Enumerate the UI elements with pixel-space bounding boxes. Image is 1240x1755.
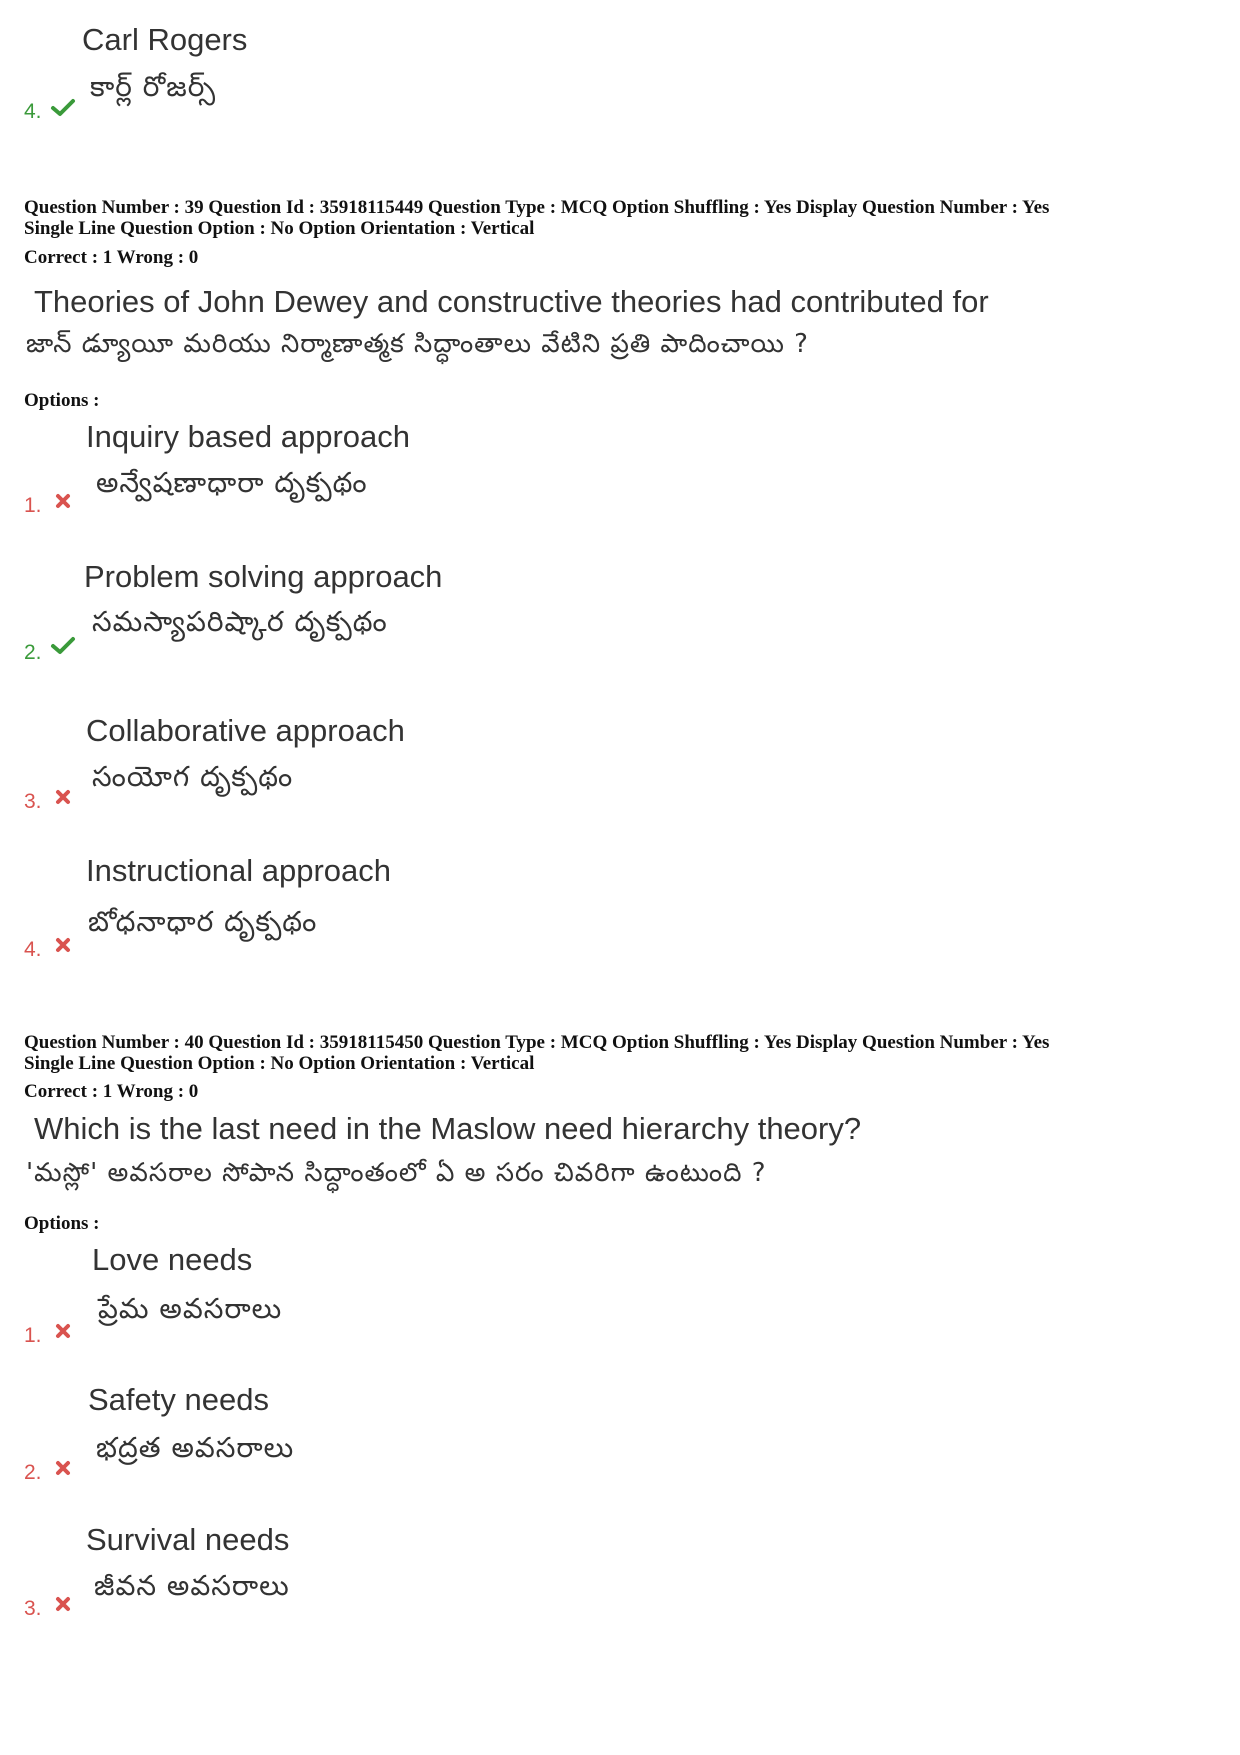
question-meta-line2: Single Line Question Option : No Option Orientation : Vertical — [24, 218, 535, 239]
cross-icon — [55, 1323, 71, 1339]
cross-icon — [55, 493, 71, 509]
option-1-number: 1. — [24, 494, 42, 517]
option-1-text-te: అన్వేషణాధారా దృక్పథం — [96, 466, 368, 499]
cross-icon — [55, 1596, 71, 1612]
option-3-number: 3. — [24, 1597, 42, 1620]
option-2-text-te: సమస్యాపరిష్కార దృక్పథం — [92, 605, 388, 638]
options-label: Options : — [24, 1213, 100, 1234]
option-2-text-en: Problem solving approach — [84, 559, 443, 594]
options-label: Options : — [24, 390, 100, 411]
option-4-text-en: Instructional approach — [86, 853, 392, 888]
prev-option-4-number: 4. — [24, 100, 42, 123]
question-marks: Correct : 1 Wrong : 0 — [24, 247, 199, 268]
prev-option-4-text-te: కార్ల్ రోజర్స్ — [90, 70, 217, 103]
cross-icon — [55, 937, 71, 953]
option-3-text-te: జీవన అవసరాలు — [94, 1569, 290, 1602]
question-text-te: 'మస్లో' అవసరాల సోపాన సిద్ధాంతంలో ఏ అ సరం చివరిగా ఉంటుంది ? — [26, 1158, 767, 1188]
option-1-text-en: Inquiry based approach — [86, 419, 411, 454]
option-3-text-en: Survival needs — [86, 1522, 290, 1557]
question-meta-line1: Question Number : 39 Question Id : 35918115449 Question Type : MCQ Option Shuffling : Yes Display Question Number : Yes — [24, 197, 1050, 218]
option-2-number: 2. — [24, 641, 42, 664]
option-2-number: 2. — [24, 1461, 42, 1484]
cross-icon — [55, 1460, 71, 1476]
option-3-text-te: సంయోగ దృక్పథం — [92, 760, 294, 793]
option-1-number: 1. — [24, 1324, 42, 1347]
question-text-en: Which is the last need in the Maslow need hierarchy theory? — [34, 1111, 862, 1146]
cross-icon — [55, 789, 71, 805]
check-icon — [50, 98, 76, 118]
option-2-text-en: Safety needs — [88, 1382, 269, 1417]
option-1-text-te: ప్రేమ అవసరాలు — [98, 1292, 283, 1325]
option-2-text-te: భద్రత అవసరాలు — [96, 1431, 295, 1464]
option-1-text-en: Love needs — [92, 1242, 253, 1277]
question-marks: Correct : 1 Wrong : 0 — [24, 1081, 199, 1102]
question-meta-line2: Single Line Question Option : No Option Orientation : Vertical — [24, 1053, 535, 1074]
option-4-text-te: బోధనాధార దృక్పథం — [88, 905, 318, 938]
option-3-number: 3. — [24, 790, 42, 813]
check-icon — [50, 636, 76, 656]
option-4-number: 4. — [24, 938, 42, 961]
question-text-en: Theories of John Dewey and constructive theories had contributed for — [34, 284, 989, 319]
question-text-te: జాన్ డ్యూయీ మరియు నిర్మాణాత్మక సిద్ధాంతాలు వేటిని ప్రతి పాదించాయి ? — [26, 329, 809, 359]
question-meta-line1: Question Number : 40 Question Id : 35918115450 Question Type : MCQ Option Shuffling : Yes Display Question Number : Yes — [24, 1032, 1050, 1053]
option-3-text-en: Collaborative approach — [86, 713, 405, 748]
prev-option-4-text-en: Carl Rogers — [82, 22, 248, 57]
